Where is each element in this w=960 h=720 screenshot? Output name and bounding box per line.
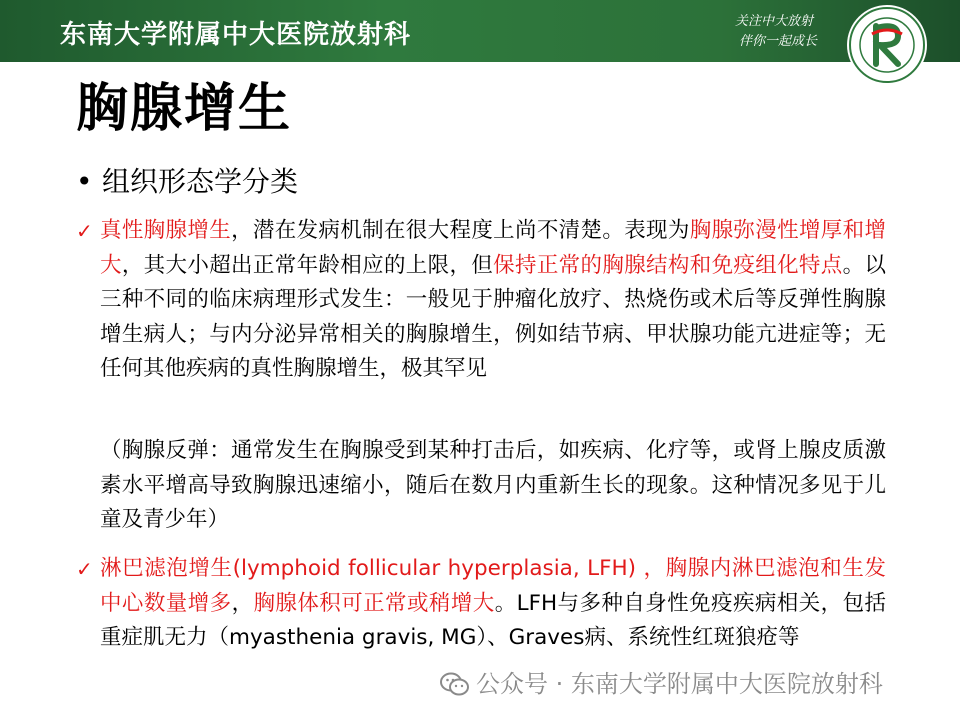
rebound-note: （胸腺反弹：通常发生在胸腺受到某种打击后，如疾病、化疗等，或肾上腺皮质激素水平增高导致胸腺迅速缩小，随后在数月内重新生长的现象。这种情况多见于儿童及青少年） (100, 438, 886, 532)
text-segment: 。以三种不同的临床病理形式发生：一般见于肿瘤化放疗、热烧伤或术后等反弹性胸腺增生病人；与内分泌异常相关的胸腺增生，例如结节病、甲状腺功能亢进症等；无任何其他疾病的真性胸腺增生，极其罕见 (100, 252, 886, 381)
highlight-normal-structure: 保持正常的胸腺结构和免疫组化特点 (493, 252, 843, 278)
header-slogan (735, 12, 835, 52)
watermark-text: 公众号 · 东南大学附属中大医院放射科 (476, 670, 883, 698)
checkmark-icon: ✓ (76, 557, 93, 581)
header-title: 东南大学附属中大医院放射科 (60, 20, 412, 50)
bullet-item (76, 160, 298, 200)
header-banner (0, 0, 960, 62)
watermark (440, 664, 883, 699)
term-true-hyperplasia: 真性胸腺增生 (100, 218, 232, 243)
checkmark-icon: ✓ (76, 219, 93, 243)
paragraph-lfh (76, 552, 886, 656)
bullet-text: 组织形态学分类 (102, 165, 299, 198)
slogan-line-1: 关注中大放射 (735, 14, 814, 29)
highlight-enlargement: 胸腺弥漫性增厚和增大 (100, 218, 886, 278)
text-segment: ， (231, 590, 254, 616)
paragraph-thymic-rebound (76, 434, 886, 538)
hospital-logo (846, 4, 928, 86)
bullet-dot-icon: • (76, 165, 93, 198)
paragraph-true-hyperplasia (76, 214, 886, 387)
text-segment: ，潜在发病机制在很大程度上尚不清楚。表现为 (231, 218, 690, 243)
text-segment: 。LFH与多种自身性免疫疾病相关，包括重症肌无力（myasthenia gravis, MG）、Graves病、系统性红斑狼疮等 (100, 590, 886, 650)
highlight-volume: 胸腺体积可正常或稍增大 (253, 590, 495, 616)
slide-title: 胸腺增生 (76, 79, 293, 139)
term-lfh: 淋巴滤泡增生(lymphoid follicular hyperplasia, LFH) ，胸腺内淋巴滤泡和生发中心数量增多 (100, 556, 886, 616)
text-segment: ，其大小超出正常年龄相应的上限，但 (121, 252, 494, 278)
wechat-icon (440, 672, 470, 698)
slogan-line-2: 伴你一起成长 (739, 34, 818, 49)
